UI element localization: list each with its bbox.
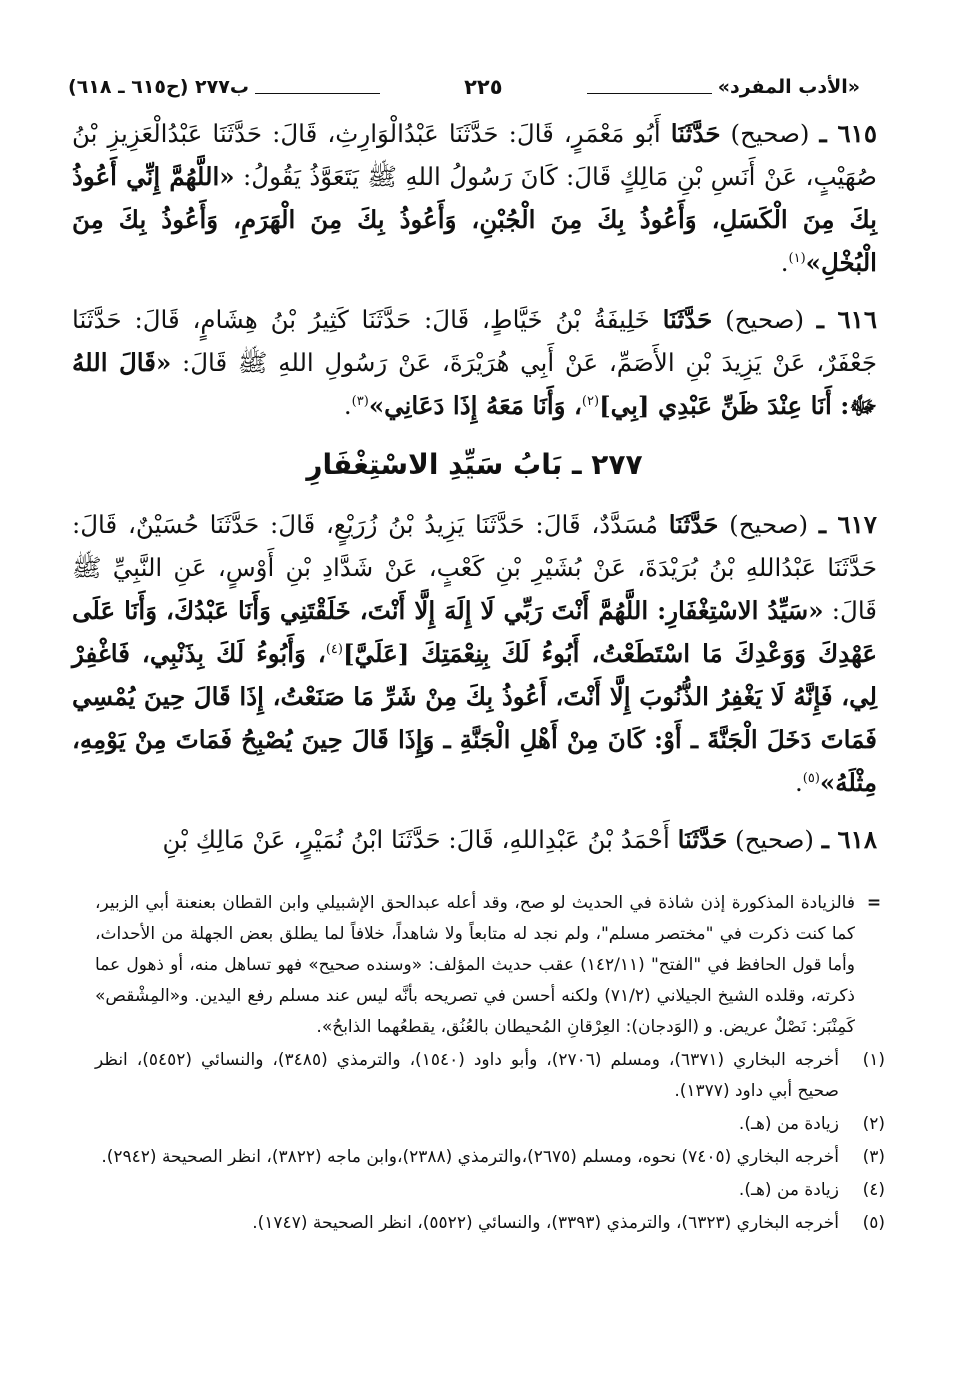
haddathana-label: حَدَّثَنَا [677, 825, 728, 854]
hadith-isnad: خَلِيفَةُ بْنُ خَيَّاطٍ، قَالَ: حَدَّثَنَا كَثِيرُ بْنُ هِشَامٍ، قَالَ: حَدَّثَنَا جَعْفَرٌ، عَنْ يَزِيدَ بْنِ الأَصَمِّ، عَنْ أَبِي هُرَيْرَةَ، عَنْ رَسُولِ اللهِ ﷺ قَالَ: [72, 305, 877, 377]
footnote-5 [95, 1208, 885, 1239]
header-rule [255, 93, 380, 94]
section-range: ب٢٧٧ (ح٦١٥ ـ ٦١٨) [68, 76, 249, 98]
hadith-grade: (صحيح) [735, 825, 814, 854]
hadith-matn: «قَالَ اللهُ ﷻ: أَنَا عِنْدَ ظَنِّ عَبْدِي [بِي] [72, 348, 877, 420]
haddathana-label: حَدَّثَنَا [662, 305, 713, 334]
continuation-text: فالزيادة المذكورة إذن شاذة في الحديث لو صح، وقد أعله عبدالحق الإشبيلي وابن القطان بعنعنة أبي الزبير، كما كنت ذكرت في "مختصر مسلم"، ولم نجد له متابعاً ولا شاهداً، خلافاً لما يطلق بعض الجهلة من الأحداث، وأما قول الحافظ في "الفتح" (١٤٢/١١) عقب حديث المؤلف: «وسنده صحيح» فهو تساهل منه، أو ذهول عما ذكرته، وقلده الشيخ الجيلاني (٧١/٢) ولكنه أحسن في تصريحه بأنَّه ليس عند مسلم رفع اليدين. و«المِشْقص» كَمِنْبَر: نَصْلٌ عريض. و (الوَدجان): العِرْقانِ المُحيطان بالعُنُق، يقطعُهما الذابحُ». [95, 893, 856, 1037]
footnote-ref: (٤) [325, 641, 343, 657]
footnote-number: (١) [862, 1050, 885, 1070]
hadith-matn-continued: ، وَأَبُوءُ لَكَ بِذَنْبِي، فَاغْفِرْ لِي، فَإِنَّهُ لَا يَغْفِرُ الذُّنُوبَ إِلَّا أَنْتَ، أَعُوذُ بِكَ مِنْ شَرِّ مَا صَنَعْتُ، إِذَا قَالَ حِينَ يُمْسِي فَمَاتَ دَخَلَ الْجَنَّةَ ـ أَوْ: كَانَ مِنْ أَهْلِ الْجَنَّةِ ـ وَإِذَا قَالَ حِينَ يُصْبِحُ فَمَاتَ مِنْ يَوْمِهِ، مِثْلَهُ» [72, 639, 877, 797]
hadith-grade: (صحيح) [725, 305, 805, 334]
hadith-matn-continued: ، وَأَنَا مَعَهُ إِذَا دَعَانِي» [368, 391, 582, 420]
hadith-number: ٦١٧ ـ [818, 510, 877, 539]
haddathana-label: حَدَّثَنَا [670, 119, 721, 148]
hadith-matn: «اللَّهُمَّ إِنِّي أَعُوذُ بِكَ مِنَ الْكَسَلِ، وَأَعُوذُ بِكَ مِنَ الْجُبْنِ، وَأَعُوذُ بِكَ مِنَ الْهَرَمِ، وَأَعُوذُ بِكَ مِنَ الْبُخْلِ» [72, 162, 877, 277]
footnote-text: أخرجه البخاري (٧٤٠٥) نحوه، ومسلم (٢٦٧٥)،والترمذي (٢٣٨٨)،وابن ماجه (٣٨٢٢)، انظر الصحيحة (٢٩٤٢). [101, 1147, 839, 1167]
running-head-left [68, 76, 380, 98]
footnote-text: زيادة من (هـ). [738, 1114, 839, 1134]
footnote-text: أخرجه البخاري (٦٣٢٣)، والترمذي (٣٣٩٣)، والنسائي (٥٥٢٢)، انظر الصحيحة (١٧٤٧). [252, 1213, 839, 1233]
hadith-618 [72, 818, 877, 861]
page-number: ٢٢٥ [464, 75, 503, 99]
hadith-number: ٦١٦ ـ [816, 305, 877, 334]
footnote-3 [95, 1142, 885, 1173]
footnote-ref: (٣) [351, 393, 369, 409]
haddathana-label: حَدَّثَنَا [668, 510, 719, 539]
hadith-grade: (صحيح) [730, 119, 810, 148]
main-text [72, 112, 877, 875]
footnote-continuation [95, 888, 885, 1043]
hadith-616 [72, 298, 877, 427]
footnote-text: زيادة من (هـ). [738, 1180, 839, 1200]
book-title: «الأدب المفرد» [717, 76, 860, 98]
footnote-number: (٢) [862, 1114, 885, 1134]
running-head [68, 70, 860, 104]
continuation-marker: = [866, 893, 882, 913]
footnote-ref: (٢) [581, 393, 600, 409]
footnote-1 [95, 1045, 885, 1107]
hadith-isnad: أَبُو مَعْمَرٍ، قَالَ: حَدَّثَنَا عَبْدُالْوَارِثِ، قَالَ: حَدَّثَنَا عَبْدُالْعَزِيزِ بْنُ صُهَيْبٍ، عَنْ أَنَسِ بْنِ مَالِكٍ قَالَ: كَانَ رَسُولُ اللهِ ﷺ يَتَعَوَّذُ يَقُولُ: [72, 119, 877, 191]
hadith-number: ٦١٥ ـ [819, 119, 877, 148]
hadith-matn: «سَيِّدُ الاسْتِغْفَارِ: اللَّهُمَّ أَنْتَ رَبِّي لَا إِلَهَ إِلَّا أَنْتَ، خَلَقْتَنِي وَأَنَا عَبْدُكَ، وَأَنَا عَلَى عَهْدِكَ وَوَعْدِكَ مَا اسْتَطَعْتُ، أَبُوءُ لَكَ بِنِعْمَتِكَ [عَلَيَّ] [72, 596, 877, 668]
hadith-number: ٦١٨ ـ [821, 825, 877, 854]
hadith-617 [72, 503, 877, 804]
hadith-grade: (صحيح) [729, 510, 809, 539]
hadith-ending: . [343, 391, 352, 420]
hadith-isnad: أَحْمَدُ بْنُ عَبْدِاللهِ، قَالَ: حَدَّثَنَا ابْنُ نُمَيْرٍ، عَنْ مَالِكِ بْنِ [162, 825, 670, 854]
footnote-4 [95, 1175, 885, 1206]
hadith-615 [72, 112, 877, 284]
footnote-ref: (١) [788, 250, 806, 266]
hadith-ending: . [794, 768, 803, 797]
footnote-2 [95, 1109, 885, 1140]
footnote-number: (٣) [862, 1147, 885, 1167]
hadith-ending: . [780, 248, 789, 277]
running-head-right [587, 76, 860, 98]
footnotes [95, 888, 885, 1239]
footnote-number: (٤) [862, 1180, 885, 1200]
chapter-title: ٢٧٧ ـ بَابُ سَيِّدِ الاسْتِغْفَارِ [306, 448, 643, 481]
footnote-ref: (٥) [802, 770, 820, 786]
hadith-isnad: مُسَدَّدٌ، قَالَ: حَدَّثَنَا يَزِيدُ بْنُ زُرَيْعٍ، قَالَ: حَدَّثَنَا حُسَيْنٌ، قَالَ: حَدَّثَنَا عَبْدُاللهِ بْنُ بُرَيْدَةَ، عَنْ بُشَيْرِ بْنِ كَعْبٍ، عَنْ شَدَّادِ بْنِ أَوْسٍ، عَنِ النَّبِيِّ ﷺ قَالَ: [72, 510, 877, 625]
footnote-text: أخرجه البخاري (٦٣٧١)، ومسلم (٢٧٠٦)، وأبو داود (١٥٤٠)، والترمذي (٣٤٨٥)، والنسائي (٥٤٥٢)، انظر صحيح أبي داود (١٣٧٧). [95, 1050, 840, 1101]
footnote-number: (٥) [862, 1213, 885, 1233]
header-rule [587, 93, 712, 94]
